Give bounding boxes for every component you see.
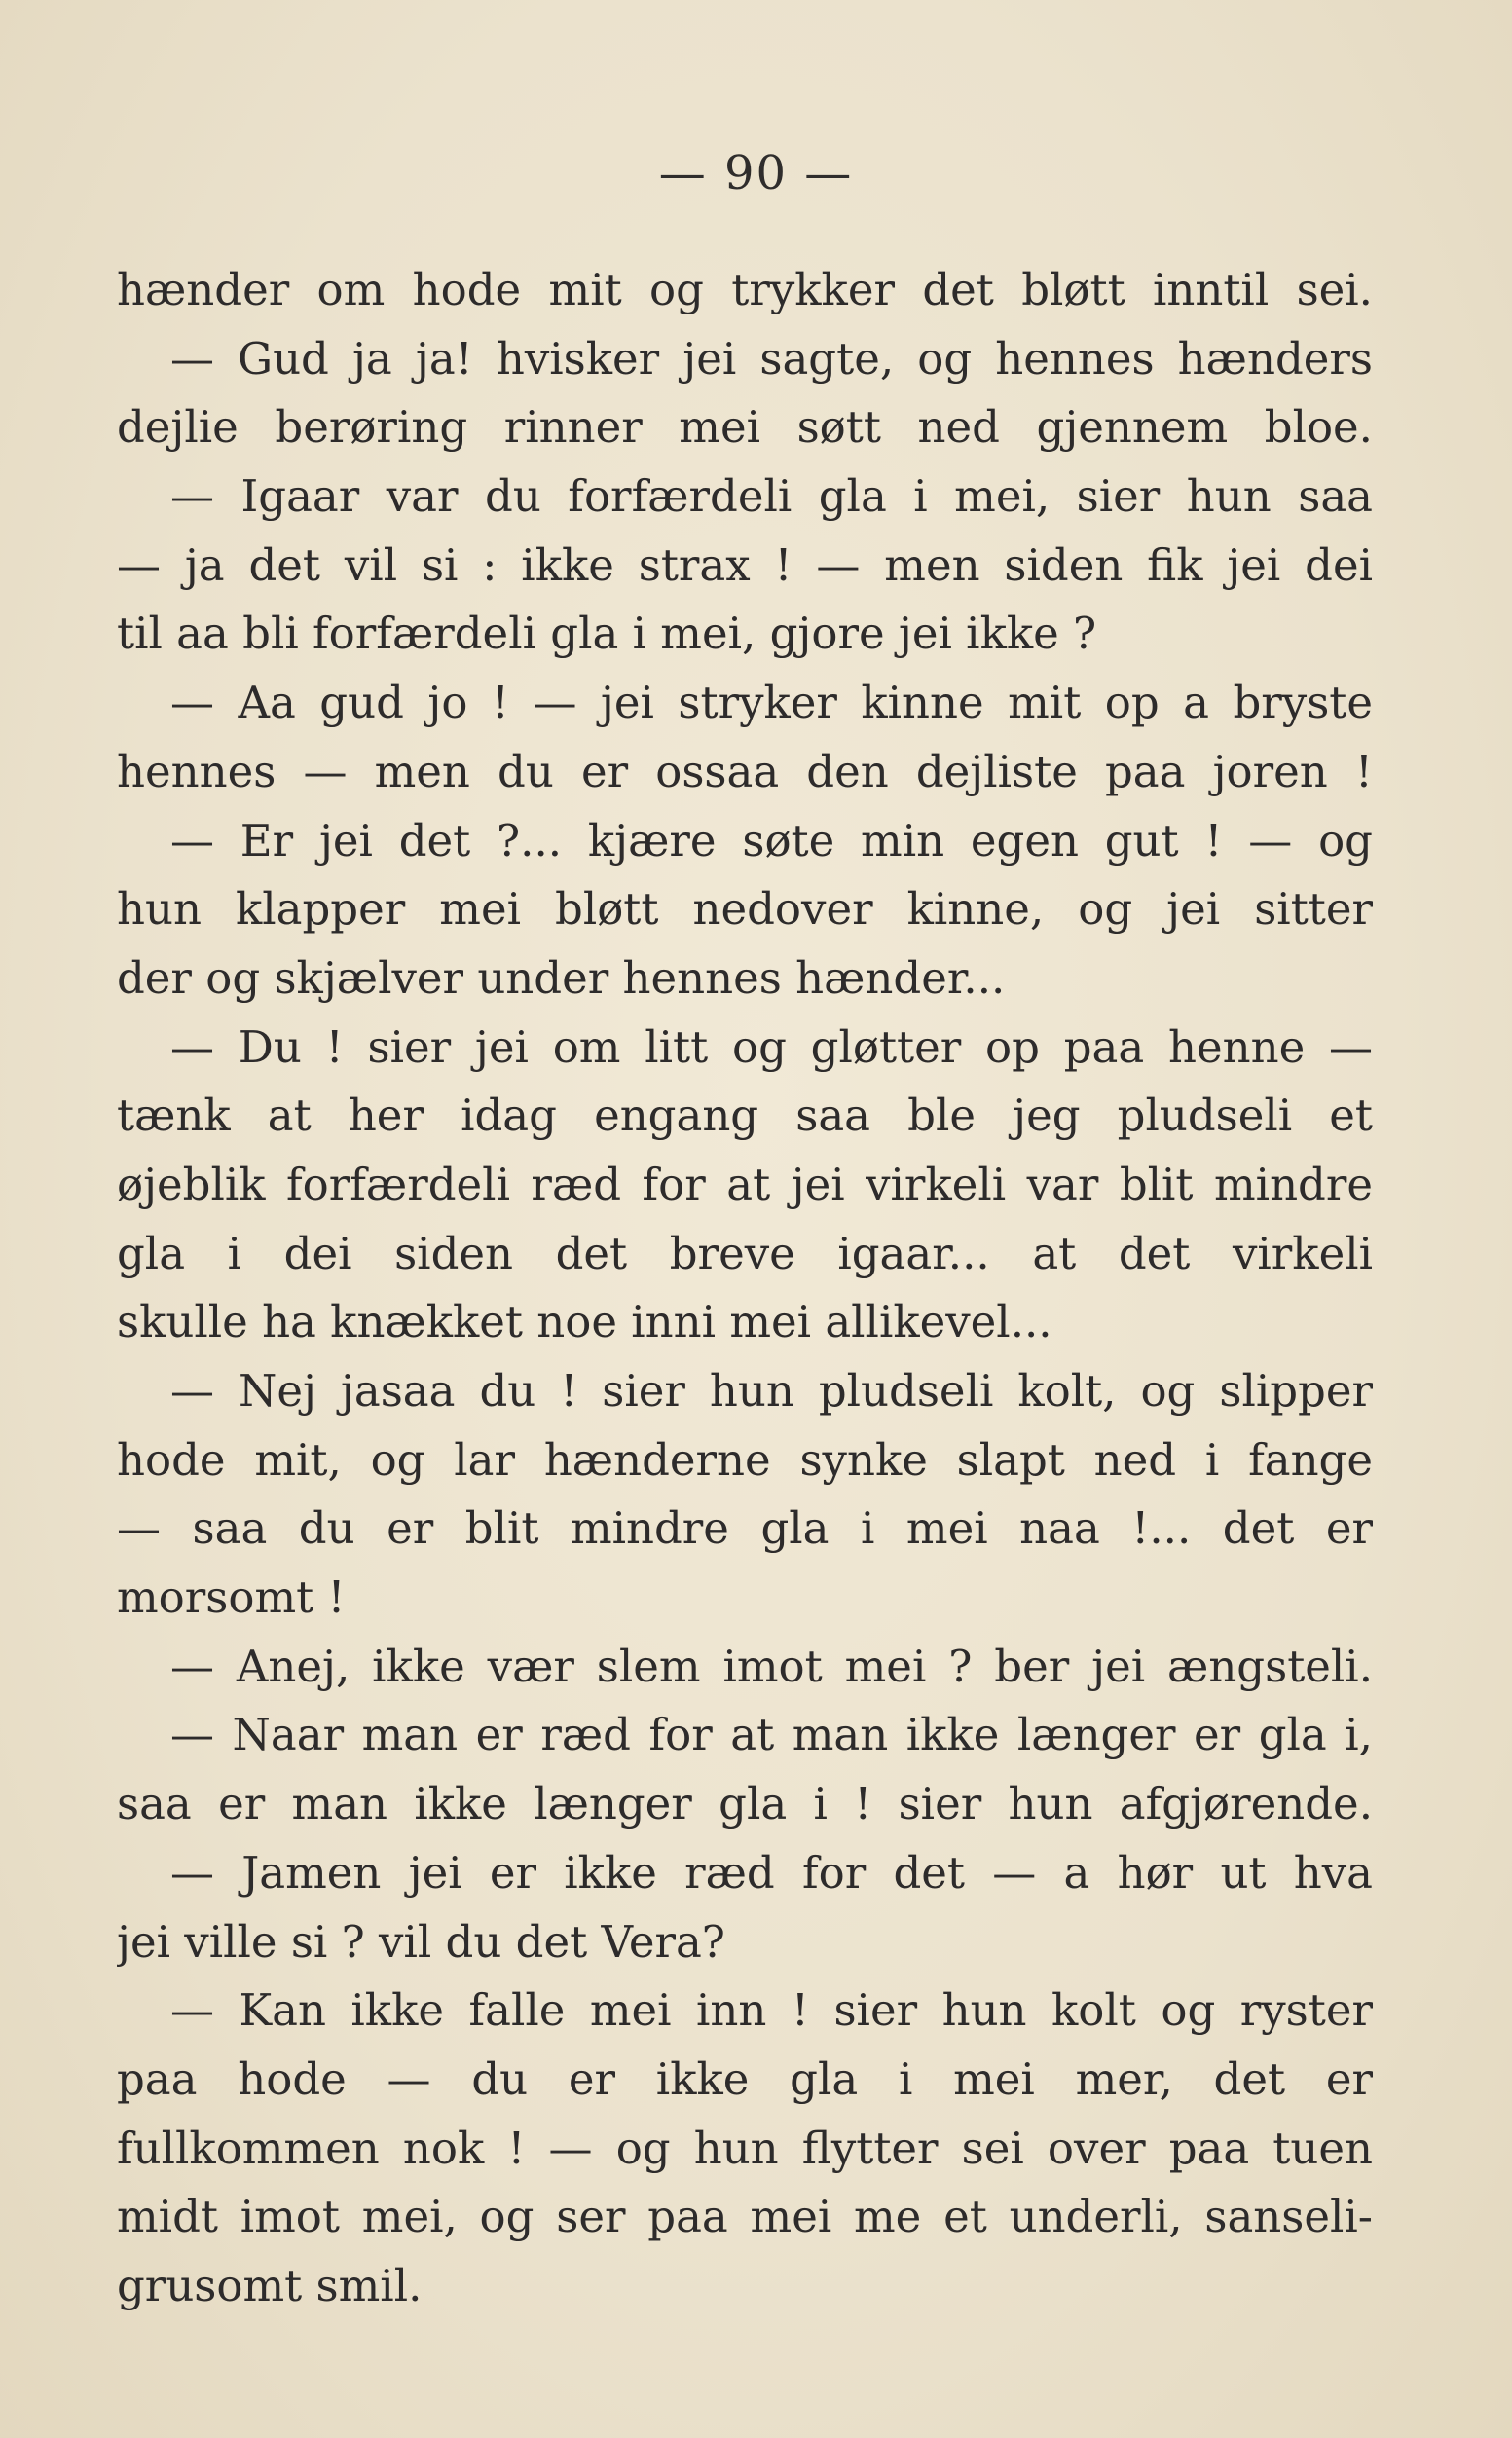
- text-line: grusomt smil.: [117, 2259, 423, 2311]
- text-line: fullkommen nok ! — og hun flytter sei over paa tuen: [117, 2122, 1373, 2174]
- text-line: — Nej jasaa du ! sier hun pludseli kolt, og slipper: [170, 1365, 1373, 1417]
- text-line: — Igaar var du forfærdeli gla i mei, sier hun saa: [170, 470, 1373, 523]
- text-line: hennes — men du er ossaa den dejliste paa joren !: [117, 745, 1373, 797]
- text-line: til aa bli forfærdeli gla i mei, gjore jei ikke ?: [117, 608, 1097, 660]
- text-line: hode mit, og lar hænderne synke slapt ned i fange: [117, 1433, 1373, 1486]
- text-line: — ja det vil si : ikke strax ! — men siden fik jei dei: [117, 538, 1373, 591]
- text-line: paa hode — du er ikke gla i mei mer, det er: [117, 2052, 1373, 2105]
- text-line: tænk at her idag engang saa ble jeg pludseli et: [117, 1090, 1373, 1142]
- text-line: morsomt !: [117, 1571, 346, 1624]
- text-line: skulle ha knækket noe inni mei allikevel...: [117, 1296, 1052, 1348]
- text-line: — Er jei det ?... kjære søte min egen gut ! — og: [170, 814, 1373, 867]
- text-line: hænder om hode mit og trykker det bløtt inntil sei.: [117, 264, 1373, 315]
- text-line: — Anej, ikke vær slem imot mei ? ber jei ængsteli.: [170, 1640, 1373, 1692]
- text-line: — Jamen jei er ikke ræd for det — a hør ut hva: [170, 1846, 1373, 1899]
- text-line: — Du ! sier jei om litt og gløtter op paa henne —: [170, 1020, 1373, 1073]
- text-line: saa er man ikke længer gla i ! sier hun afgjørende.: [117, 1778, 1373, 1830]
- text-line: — Kan ikke falle mei inn ! sier hun kolt og ryster: [170, 1984, 1373, 2037]
- text-line: — saa du er blit mindre gla i mei naa !... det er: [117, 1502, 1373, 1555]
- text-line: gla i dei siden det breve igaar... at det virkeli: [117, 1227, 1373, 1279]
- text-line: hun klapper mei bløtt nedover kinne, og jei sitter: [117, 883, 1373, 936]
- body-text: [117, 256, 1373, 2321]
- text-line: — Aa gud jo ! — jei stryker kinne mit op a bryste: [170, 677, 1373, 729]
- text-line: jei ville si ? vil du det Vera?: [117, 1915, 725, 1968]
- text-line: der og skjælver under hennes hænder...: [117, 951, 1006, 1004]
- text-line: øjeblik forfærdeli ræd for at jei virkeli var blit mindre: [117, 1158, 1373, 1210]
- page-number: — 90 —: [658, 146, 854, 201]
- text-line: — Naar man er ræd for at man ikke længer er gla i,: [170, 1709, 1373, 1761]
- text-line: midt imot mei, og ser paa mei me et underli, sanseli-: [117, 2191, 1373, 2243]
- text-line: dejlie berøring rinner mei søtt ned gjennem bloe.: [117, 401, 1373, 454]
- text-line: — Gud ja ja! hvisker jei sagte, og hennes hænders: [170, 332, 1373, 385]
